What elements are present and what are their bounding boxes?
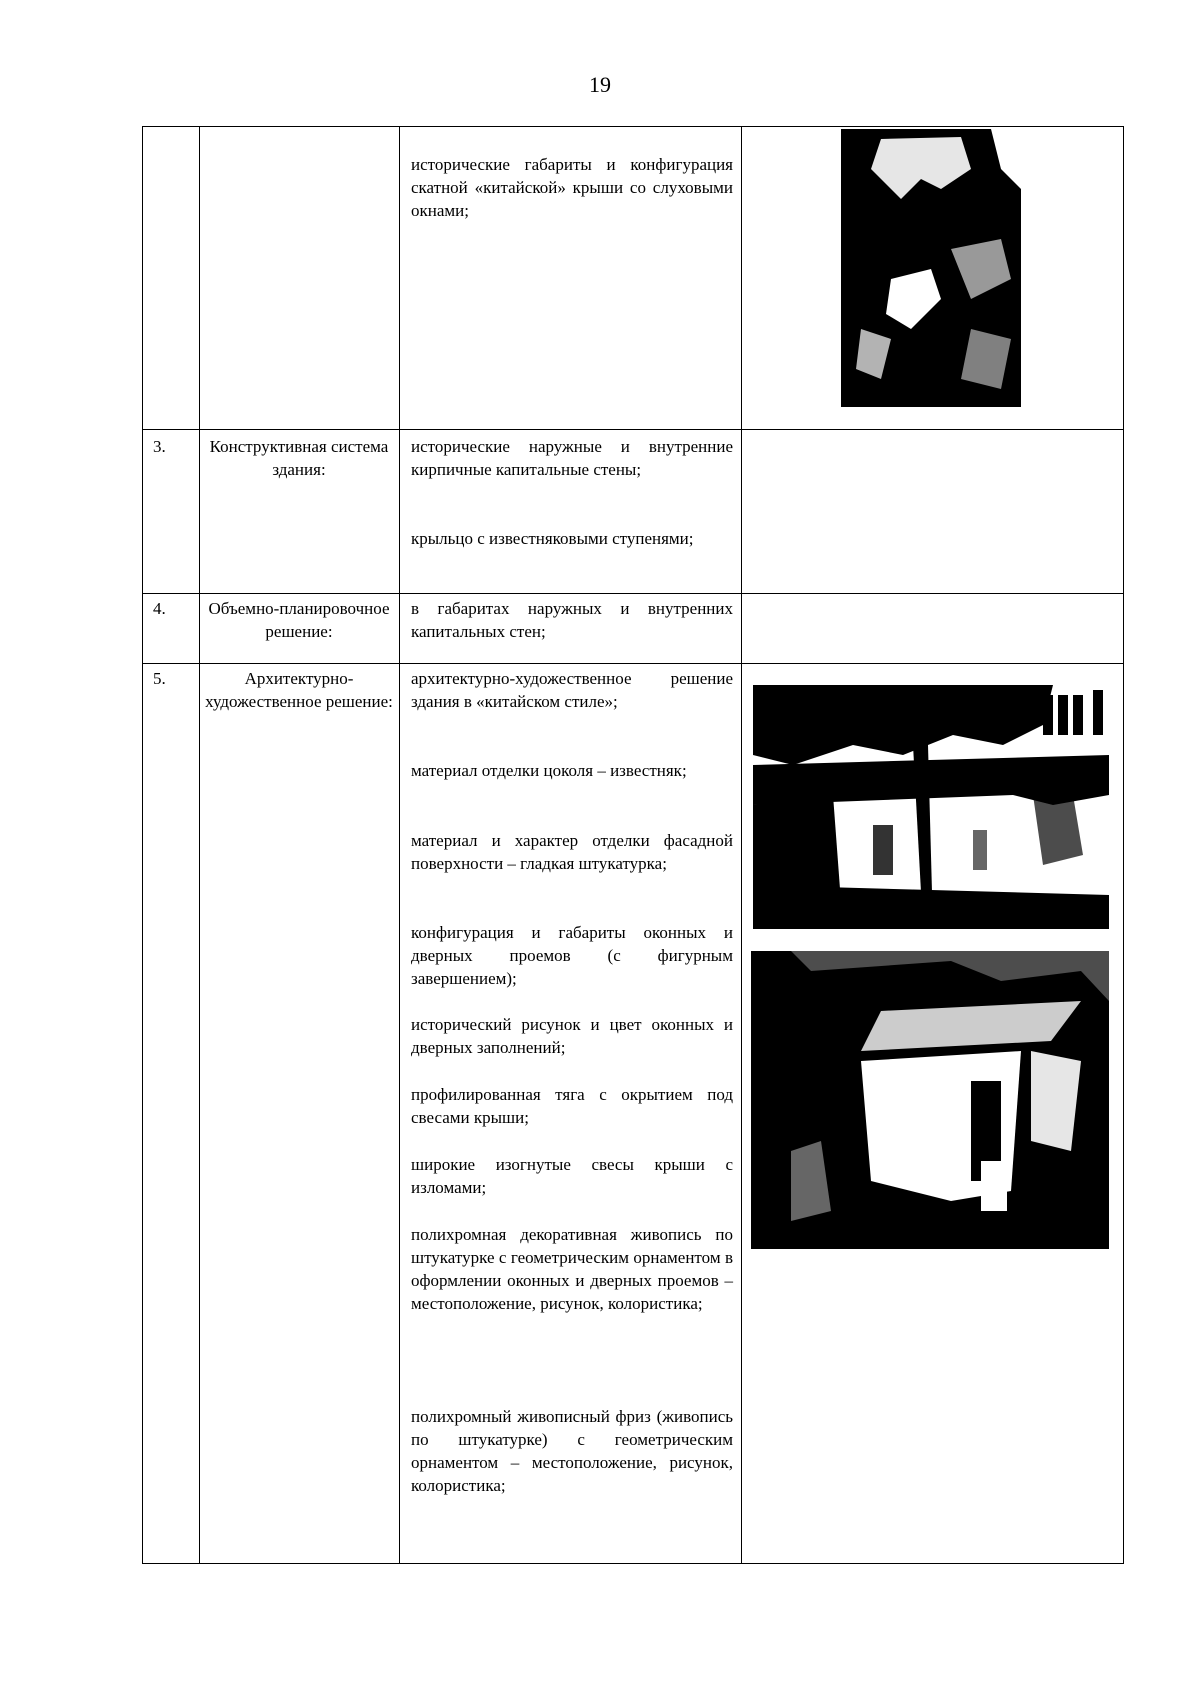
- feature-text: архитектурно-художественное решение здания в «китайском стиле»;: [411, 669, 733, 711]
- feature-text: исторические габариты и конфигурация скатной «китайской» крыши со слуховыми окнами;: [411, 155, 733, 220]
- feature-text: полихромная декоративная живопись по штукатурке с геометрическим орнаментом в оформлении оконных и дверных проемов – местоположение, рисунок, колористика;: [411, 1225, 733, 1313]
- building-photo-image: [751, 951, 1109, 1249]
- feature-text: материал и характер отделки фасадной поверхности – гладкая штукатурка;: [411, 831, 733, 873]
- facade-photo: [753, 685, 1109, 929]
- feature-text: конфигурация и габариты оконных и дверных проемов (с фигурным завершением);: [411, 923, 733, 988]
- row-name: Архитектурно-художественное решение:: [205, 669, 393, 711]
- row-divider: [143, 663, 1123, 664]
- row-number: 4.: [153, 599, 166, 618]
- feature-text: материал отделки цоколя – известняк;: [411, 761, 687, 780]
- row-divider: [143, 593, 1123, 594]
- column-divider: [199, 127, 200, 1563]
- row-name: Конструктивная система здания:: [209, 437, 389, 479]
- feature-text: крыльцо с известняковыми ступенями;: [411, 529, 694, 548]
- row-number: 3.: [153, 437, 166, 456]
- feature-text: исторический рисунок и цвет оконных и дверных заполнений;: [411, 1015, 733, 1057]
- page-number: 19: [589, 72, 611, 97]
- feature-text: широкие изогнутые свесы крыши с изломами;: [411, 1155, 733, 1197]
- building-photo: [751, 951, 1109, 1249]
- facade-photo-image: [753, 685, 1109, 929]
- roof-photo-image: [841, 129, 1021, 407]
- feature-text: исторические наружные и внутренние кирпичные капитальные стены;: [411, 437, 733, 479]
- row-divider: [143, 429, 1123, 430]
- feature-text: в габаритах наружных и внутренних капитальных стен;: [411, 599, 733, 641]
- column-divider: [399, 127, 400, 1563]
- roof-photo: [841, 129, 1021, 407]
- row-name: Объемно-планировочное решение:: [208, 599, 390, 641]
- row-number: 5.: [153, 669, 166, 688]
- feature-text: профилированная тяга с окрытием под свесами крыши;: [411, 1085, 733, 1127]
- protected-features-table: [142, 126, 1124, 1564]
- feature-text: полихромный живописный фриз (живопись по штукатурке) с геометрическим орнаментом – местоположение, рисунок, колористика;: [411, 1407, 733, 1495]
- column-divider: [741, 127, 742, 1563]
